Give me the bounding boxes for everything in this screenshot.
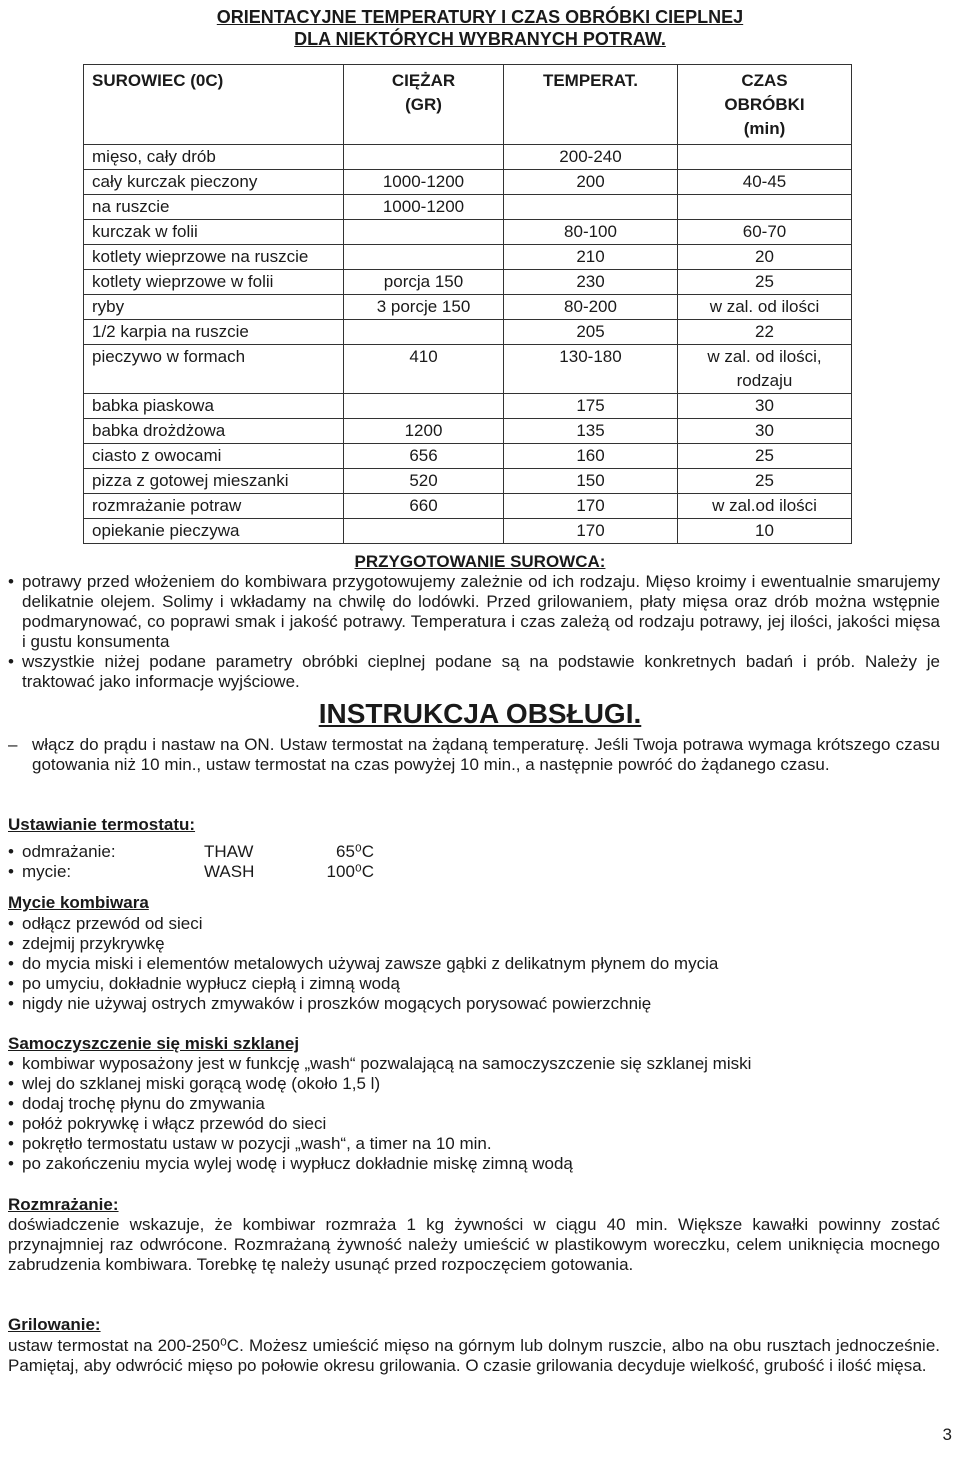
- washing-heading: Mycie kombiwara: [8, 893, 149, 912]
- table-cell: opiekanie pieczywa: [84, 519, 344, 544]
- table-row: [84, 270, 852, 295]
- table-cell: 80-200: [504, 295, 678, 320]
- table-cell: 200: [504, 170, 678, 195]
- table-cell: babka piaskowa: [84, 394, 344, 419]
- table-cell: 200-240: [504, 145, 678, 170]
- thermostat-settings: [8, 842, 408, 882]
- setting-label: • mycie:: [8, 862, 71, 882]
- table-cell: 175: [504, 394, 678, 419]
- table-cell: [678, 145, 852, 170]
- table-row: [84, 195, 852, 220]
- table-cell: [344, 220, 504, 245]
- document-title-line1: ORIENTACYJNE TEMPERATURY I CZAS OBRÓBKI CIEPLNEJ: [216, 7, 744, 27]
- table-cell: 230: [504, 270, 678, 295]
- document-title-line2: DLA NIEKTÓRYCH WYBRANYCH POTRAW.: [294, 29, 666, 49]
- table-row: [84, 320, 852, 345]
- table-row: [84, 519, 852, 544]
- thermostat-row: [8, 862, 408, 882]
- table-cell: 1/2 karpia na ruszcie: [84, 320, 344, 345]
- table-cell: 1000-1200: [344, 195, 504, 220]
- list-item: • pokrętło termostatu ustaw w pozycji „wash“, a timer na 10 min.: [8, 1134, 940, 1154]
- selfclean-heading: Samoczyszczenie się miski szklanej: [8, 1034, 300, 1053]
- header-cell: SUROWIEC (0C): [84, 65, 344, 145]
- table-cell: kotlety wieprzowe w folii: [84, 270, 344, 295]
- table-cell: kotlety wieprzowe na ruszcie: [84, 245, 344, 270]
- table-cell: 22: [678, 320, 852, 345]
- table-cell: mięso, cały drób: [84, 145, 344, 170]
- table-row: [84, 469, 852, 494]
- table-cell: [504, 195, 678, 220]
- header-cell: TEMPERAT.: [504, 65, 678, 145]
- selfclean-list: [8, 1054, 940, 1174]
- list-item: • wlej do szklanej miski gorącą wodę (około 1,5 l): [8, 1074, 940, 1094]
- table-cell: 30: [678, 394, 852, 419]
- table-cell: 410: [344, 345, 504, 394]
- table-row: [84, 345, 852, 394]
- table-row: [84, 419, 852, 444]
- table-cell: 130-180: [504, 345, 678, 394]
- header-cell: CIĘŻAR (GR): [344, 65, 504, 145]
- table-cell: 520: [344, 469, 504, 494]
- table-cell: [344, 519, 504, 544]
- table-cell: 25: [678, 469, 852, 494]
- table-cell: w zal.od ilości: [678, 494, 852, 519]
- table-cell: 25: [678, 444, 852, 469]
- table-cell: 210: [504, 245, 678, 270]
- list-item: • kombiwar wyposażony jest w funkcję „wash“ pozwalającą na samoczyszczenie się szklanej miski: [8, 1054, 940, 1074]
- table-cell: na ruszcie: [84, 195, 344, 220]
- table-cell: 160: [504, 444, 678, 469]
- instructions-step: [8, 735, 940, 775]
- preparation-item: • potrawy przed włożeniem do kombiwara przygotowujemy zależnie od ich rodzaju. Mięso kroimy i ewentualnie smarujemy delikatnie olejem. Solimy i wkładamy na chwilę do lodówki. Przed grilowaniem, płaty mięsa oraz drób można wstępnie podmarynować, co poprawi smak i jakość potrawy. Temperatura i czas zależą od rodzaju potrawy, jej ilości, jakości mięsa i gustu konsumenta: [8, 572, 940, 652]
- table-cell: porcja 150: [344, 270, 504, 295]
- defrost-text: doświadczenie wskazuje, że kombiwar rozmraża 1 kg żywności w ciągu 40 min. Większe kawałki powinny zostać przynajmniej raz odwrócone. Rozmrażaną żywność należy umieścić w plastikowym woreczku, celem uniknięcia mocnego zabrudzenia kombiwara. Torebkę tę należy usunąć przed rozpoczęciem gotowania.: [8, 1215, 940, 1274]
- table-cell: 170: [504, 494, 678, 519]
- table-cell: babka drożdżowa: [84, 419, 344, 444]
- table-cell: 25: [678, 270, 852, 295]
- instructions-title: INSTRUKCJA OBSŁUGI.: [318, 698, 642, 729]
- table-row: [84, 220, 852, 245]
- table-cell: [678, 195, 852, 220]
- preparation-heading: PRZYGOTOWANIE SUROWCA:: [354, 552, 606, 571]
- table-cell: w zal. od ilości, rodzaju: [678, 345, 852, 394]
- setting-mode: THAW: [204, 842, 254, 861]
- table-cell: 80-100: [504, 220, 678, 245]
- page-number: 3: [942, 1425, 952, 1444]
- setting-label: • odmrażanie:: [8, 842, 116, 862]
- table-cell: [344, 320, 504, 345]
- table-cell: 170: [504, 519, 678, 544]
- table-cell: 40-45: [678, 170, 852, 195]
- preparation-item: • wszystkie niżej podane parametry obróbki cieplnej podane są na podstawie konkretnych badań i prób. Należy je traktować jako informacje wyjściowe.: [8, 652, 940, 692]
- table-cell: 60-70: [678, 220, 852, 245]
- table-cell: 205: [504, 320, 678, 345]
- table-cell: 1000-1200: [344, 170, 504, 195]
- list-item: • zdejmij przykrywkę: [8, 934, 940, 954]
- table-row: [84, 494, 852, 519]
- table-cell: 30: [678, 419, 852, 444]
- table-row: [84, 170, 852, 195]
- table-cell: 135: [504, 419, 678, 444]
- washing-list: [8, 914, 940, 1014]
- thermostat-heading: Ustawianie termostatu:: [8, 815, 196, 834]
- table-cell: 3 porcje 150: [344, 295, 504, 320]
- table-row: [84, 145, 852, 170]
- list-item: • do mycia miski i elementów metalowych używaj zawsze gąbki z delikatnym płynem do mycia: [8, 954, 940, 974]
- table-row: [84, 245, 852, 270]
- table-cell: 660: [344, 494, 504, 519]
- setting-mode: WASH: [204, 862, 255, 881]
- grill-text: ustaw termostat na 200-250⁰C. Możesz umieścić mięso na górnym lub dolnym ruszcie, albo na obu rusztach jednocześnie. Pamiętaj, aby odwrócić mięso po połowie okresu grilowania. O czasie grilowania decyduje wielkość, grubość i ilość mięsa.: [8, 1336, 940, 1375]
- table-cell: 1200: [344, 419, 504, 444]
- table-cell: w zal. od ilości: [678, 295, 852, 320]
- list-item: • po zakończeniu mycia wylej wodę i wypłucz dokładnie miskę zimną wodą: [8, 1154, 940, 1174]
- table-cell: 10: [678, 519, 852, 544]
- thermostat-row: [8, 842, 408, 862]
- table-cell: pieczywo w formach: [84, 345, 344, 394]
- cooking-table: [83, 64, 852, 544]
- defrost-heading: Rozmrażanie:: [8, 1195, 119, 1214]
- instructions-step-text: – włącz do prądu i nastaw na ON. Ustaw termostat na żądaną temperaturę. Jeśli Twoja potrawa wymaga krótszego czasu gotowania niż 10 min., ustaw termostat na czas powyżej 10 min., a następnie powróć do żądanego czasu.: [8, 735, 940, 775]
- list-item: • nigdy nie używaj ostrych zmywaków i proszków mogących porysować powierzchnię: [8, 994, 940, 1014]
- table-row: [84, 444, 852, 469]
- table-cell: [344, 145, 504, 170]
- table-cell: [344, 245, 504, 270]
- header-cell: CZAS OBRÓBKI (min): [678, 65, 852, 145]
- table-cell: cały kurczak pieczony: [84, 170, 344, 195]
- table-cell: ryby: [84, 295, 344, 320]
- list-item: • połóż pokrywkę i włącz przewód do sieci: [8, 1114, 940, 1134]
- table-cell: 656: [344, 444, 504, 469]
- preparation-list: [8, 572, 940, 692]
- table-cell: ciasto z owocami: [84, 444, 344, 469]
- table-cell: pizza z gotowej mieszanki: [84, 469, 344, 494]
- table-cell: rozmrażanie potraw: [84, 494, 344, 519]
- table-row: [84, 295, 852, 320]
- table-cell: [344, 394, 504, 419]
- table-header-row: [84, 65, 852, 145]
- table-cell: 20: [678, 245, 852, 270]
- list-item: • po umyciu, dokładnie wypłucz ciepłą i zimną wodą: [8, 974, 940, 994]
- setting-temp: 65⁰C: [335, 842, 374, 861]
- list-item: • dodaj trochę płynu do zmywania: [8, 1094, 940, 1114]
- table-cell: kurczak w folii: [84, 220, 344, 245]
- grill-heading: Grilowanie:: [8, 1315, 101, 1334]
- list-item: • odłącz przewód od sieci: [8, 914, 940, 934]
- table-cell: 150: [504, 469, 678, 494]
- setting-temp: 100⁰C: [326, 862, 374, 881]
- table-row: [84, 394, 852, 419]
